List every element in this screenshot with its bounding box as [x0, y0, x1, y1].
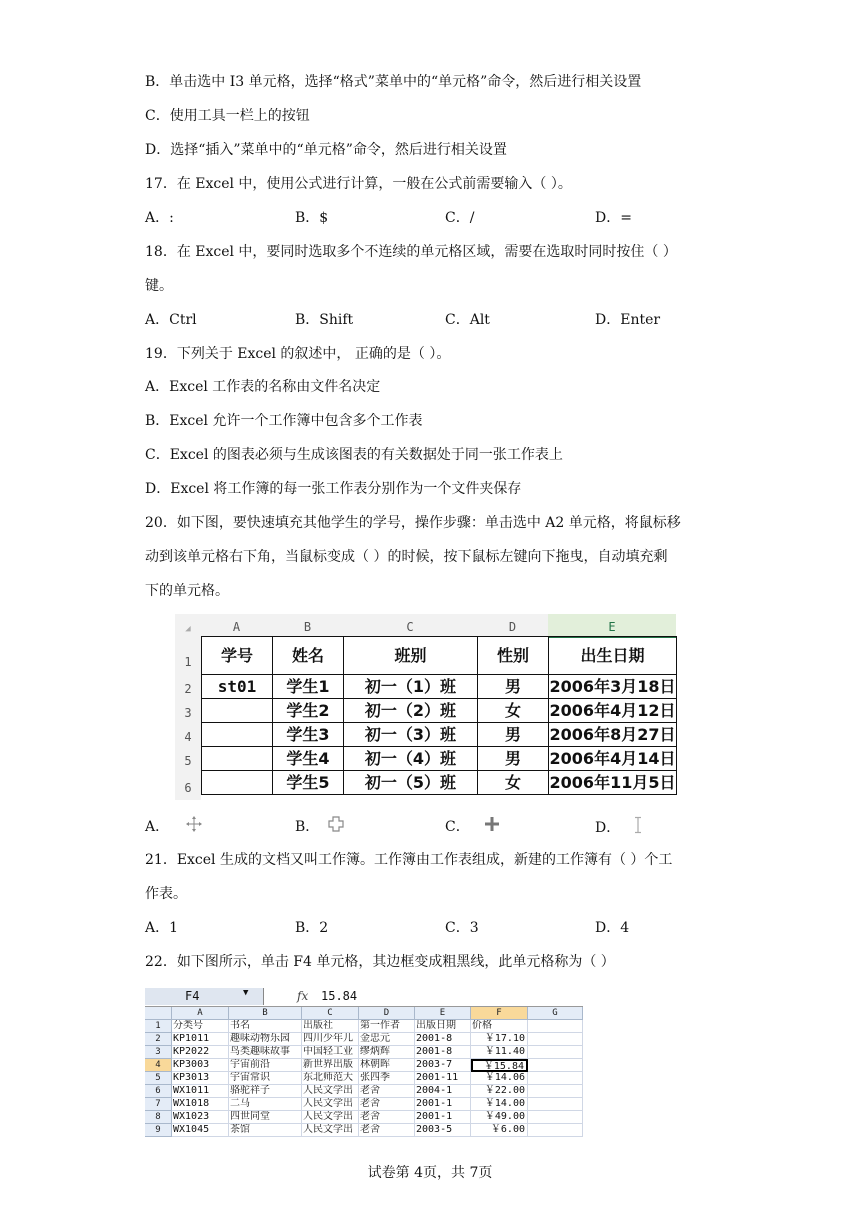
col-header-d: D: [477, 614, 548, 637]
q20-option-c: [445, 816, 500, 838]
q20-option-b-label: B．: [295, 819, 320, 835]
cell-b1[interactable]: 姓名: [273, 637, 344, 675]
cell-d1[interactable]: 性别: [478, 637, 549, 675]
col-header-c: C: [343, 614, 477, 637]
cell-a1[interactable]: 分类号: [172, 1020, 229, 1033]
col-header-a: A: [201, 614, 272, 637]
cell-d1[interactable]: 第一作者: [359, 1020, 415, 1033]
cell-b7[interactable]: 二马: [229, 1098, 302, 1111]
cell-d2[interactable]: 金忠元: [359, 1033, 415, 1046]
cell-f9[interactable]: ￥6.00: [471, 1124, 528, 1137]
cell-d8[interactable]: 老舍: [359, 1111, 415, 1124]
row-header-6: 6: [175, 770, 201, 800]
cell-c3[interactable]: 中国轻工业: [302, 1046, 359, 1059]
cell-f5[interactable]: ￥14.06: [471, 1072, 528, 1085]
fill-handle-cross-icon: [484, 816, 500, 838]
fx-icon[interactable]: fx: [297, 989, 309, 1003]
select-all-corner: ◢: [175, 614, 201, 637]
row-header-8[interactable]: 8: [145, 1111, 172, 1124]
cell-c6[interactable]: 初一（5）班: [344, 771, 478, 795]
cell-f6[interactable]: ￥22.00: [471, 1085, 528, 1098]
cell-d4[interactable]: 男: [478, 723, 549, 747]
cell-a3[interactable]: [202, 699, 273, 723]
cell-b4[interactable]: 学生3: [273, 723, 344, 747]
cell-a4[interactable]: [202, 723, 273, 747]
cell-b5[interactable]: 宇宙常识: [229, 1072, 302, 1085]
cell-g2[interactable]: [528, 1033, 583, 1046]
data-grid: [201, 636, 677, 795]
row-header-1[interactable]: 1: [145, 1020, 172, 1033]
cell-g6[interactable]: [528, 1085, 583, 1098]
cell-c8[interactable]: 人民文学出: [302, 1111, 359, 1124]
col-header-g[interactable]: G: [528, 1007, 583, 1020]
cell-a7[interactable]: WX1018: [172, 1098, 229, 1111]
name-box[interactable]: [145, 988, 264, 1005]
cell-a2[interactable]: KP1011: [172, 1033, 229, 1046]
cell-c2[interactable]: 初一（1）班: [344, 675, 478, 699]
cell-g3[interactable]: [528, 1046, 583, 1059]
q22-stem: 22．如下图所示，单击 F4 单元格，其边框变成粗黑线，此单元格称为（ ）: [145, 954, 615, 970]
cell-c3[interactable]: 初一（2）班: [344, 699, 478, 723]
cell-d6[interactable]: 老舍: [359, 1085, 415, 1098]
cell-e3[interactable]: 2001-8: [415, 1046, 471, 1059]
cell-f8[interactable]: ￥49.00: [471, 1111, 528, 1124]
cell-a5[interactable]: [202, 747, 273, 771]
q20-option-d-label: D．: [595, 820, 621, 836]
cell-a5[interactable]: KP3013: [172, 1072, 229, 1085]
cell-select-cursor-icon: [328, 816, 344, 838]
row-header-1: 1: [175, 636, 201, 674]
cell-c1[interactable]: 班别: [344, 637, 478, 675]
q20-option-b: [295, 816, 344, 838]
q18-option-d: D．Enter: [595, 312, 661, 328]
cell-b6[interactable]: 学生5: [273, 771, 344, 795]
row-header-3[interactable]: 3: [145, 1046, 172, 1059]
cell-b5[interactable]: 学生4: [273, 747, 344, 771]
q18-option-b: B．Shift: [295, 312, 354, 328]
q20-option-c-label: C．: [445, 819, 470, 835]
cell-d9[interactable]: 老舍: [359, 1124, 415, 1137]
q21-option-a: A．1: [145, 920, 179, 936]
col-header-c[interactable]: C: [302, 1007, 359, 1020]
col-header-f[interactable]: F: [471, 1007, 528, 1020]
row-header-6[interactable]: 6: [145, 1085, 172, 1098]
col-header-e: E: [548, 614, 676, 638]
cell-c1[interactable]: 出版社: [302, 1020, 359, 1033]
formula-bar: [145, 988, 583, 1007]
q21-option-c: C．3: [445, 920, 479, 936]
formula-input[interactable]: 15.84: [321, 989, 358, 1003]
row-header-2: 2: [175, 674, 201, 698]
q17-option-d: D．=: [595, 210, 632, 226]
cell-d7[interactable]: 老舍: [359, 1098, 415, 1111]
col-header-e[interactable]: E: [415, 1007, 471, 1020]
cell-f1[interactable]: 价格: [471, 1020, 528, 1033]
cell-e4[interactable]: 2006年8月27日: [549, 723, 677, 747]
cell-b2[interactable]: 趣味动物乐园: [229, 1033, 302, 1046]
q17-option-b: B．$: [295, 210, 329, 226]
cell-c7[interactable]: 人民文学出: [302, 1098, 359, 1111]
cell-a2[interactable]: st01: [202, 675, 273, 699]
cell-g9[interactable]: [528, 1124, 583, 1137]
q20-option-d: [595, 816, 643, 840]
cell-e6[interactable]: 2006年11月5日: [549, 771, 677, 795]
cell-c4[interactable]: 初一（3）班: [344, 723, 478, 747]
cell-c4[interactable]: 新世界出版: [302, 1059, 359, 1072]
select-all-corner[interactable]: [145, 1007, 172, 1020]
q18-option-a: A．Ctrl: [145, 312, 197, 328]
cell-d3[interactable]: 缪炳辉: [359, 1046, 415, 1059]
q20-stem-cont: 动到该单元格右下角，当鼠标变成（ ）的时候，按下鼠标左键向下拖曳，自动填充剩: [145, 549, 668, 565]
cell-d3[interactable]: 女: [478, 699, 549, 723]
cell-e8[interactable]: 2001-1: [415, 1111, 471, 1124]
q20-option-a-label: A．: [145, 819, 170, 835]
row-header-4: 4: [175, 722, 201, 746]
cell-a9[interactable]: WX1045: [172, 1124, 229, 1137]
cell-g1[interactable]: [528, 1020, 583, 1033]
cell-d5[interactable]: 张四季: [359, 1072, 415, 1085]
row-header-2[interactable]: 2: [145, 1033, 172, 1046]
cell-a6[interactable]: [202, 771, 273, 795]
cell-d2[interactable]: 男: [478, 675, 549, 699]
q19-option-a: A．Excel 工作表的名称由文件名决定: [145, 379, 381, 395]
row-header-4[interactable]: 4: [145, 1059, 172, 1072]
cell-e7[interactable]: 2001-1: [415, 1098, 471, 1111]
q19-option-c: C．Excel 的图表必须与生成该图表的有关数据处于同一张工作表上: [145, 447, 563, 463]
q16-option-c: C．使用工具一栏上的按钮: [145, 108, 310, 124]
cell-b6[interactable]: 骆驼祥子: [229, 1085, 302, 1098]
col-header-b: B: [272, 614, 343, 637]
move-cursor-icon: [186, 816, 202, 838]
text-ibeam-cursor-icon: [633, 816, 643, 840]
cell-b8[interactable]: 四世同堂: [229, 1111, 302, 1124]
row-header-3: 3: [175, 698, 201, 722]
cell-c2[interactable]: 四川少年儿: [302, 1033, 359, 1046]
q19-option-d: D．Excel 将工作簿的每一张工作表分别作为一个文件夹保存: [145, 481, 522, 497]
page-footer: 试卷第 4页，共 7页: [367, 1165, 493, 1181]
cell-g7[interactable]: [528, 1098, 583, 1111]
student-sheet-figure: [175, 614, 685, 800]
q17-option-c: C．/: [445, 210, 475, 226]
q21-stem: 21．Excel 生成的文档又叫工作簿。工作簿由工作表组成，新建的工作簿有（ ）个工: [145, 852, 673, 868]
cell-d5[interactable]: 男: [478, 747, 549, 771]
q18-stem: 18．在 Excel 中，要同时选取多个不连续的单元格区域，需要在选取时同时按住（ ）: [145, 244, 677, 260]
cell-e5[interactable]: 2006年4月14日: [549, 747, 677, 771]
cell-b2[interactable]: 学生1: [273, 675, 344, 699]
cell-f3[interactable]: ￥11.40: [471, 1046, 528, 1059]
q20-option-a: [145, 816, 202, 838]
col-header-b[interactable]: B: [229, 1007, 302, 1020]
cell-f2[interactable]: ￥17.10: [471, 1033, 528, 1046]
q19-stem: 19．下列关于 Excel 的叙述中， 正确的是（ ）。: [145, 346, 451, 362]
cell-c6[interactable]: 人民文学出: [302, 1085, 359, 1098]
cell-e2[interactable]: 2006年3月18日: [549, 675, 677, 699]
col-header-d[interactable]: D: [359, 1007, 415, 1020]
cell-d4[interactable]: 林朝晖: [359, 1059, 415, 1072]
q21-stem-cont: 作表。: [145, 886, 187, 902]
cell-b3[interactable]: 鸟类趣味故事: [229, 1046, 302, 1059]
cell-d6[interactable]: 女: [478, 771, 549, 795]
cell-a3[interactable]: KP2022: [172, 1046, 229, 1059]
name-box-value: F4: [185, 989, 200, 1003]
cell-e1[interactable]: 出生日期: [549, 637, 677, 675]
cell-e9[interactable]: 2003-5: [415, 1124, 471, 1137]
q21-option-d: D．4: [595, 920, 630, 936]
cell-a4[interactable]: KP3003: [172, 1059, 229, 1072]
q18-option-c: C．Alt: [445, 312, 490, 328]
row-header-5[interactable]: 5: [145, 1072, 172, 1085]
cell-a6[interactable]: WX1011: [172, 1085, 229, 1098]
book-sheet-figure: [145, 988, 583, 1147]
cell-g5[interactable]: [528, 1072, 583, 1085]
q21-option-b: B．2: [295, 920, 329, 936]
cell-g4[interactable]: [528, 1059, 583, 1072]
row-header-9[interactable]: 9: [145, 1124, 172, 1137]
q17-stem: 17．在 Excel 中，使用公式进行计算，一般在公式前需要输入（ ）。: [145, 176, 572, 192]
name-box-dropdown-icon[interactable]: ▼: [243, 988, 249, 998]
cell-a8[interactable]: WX1023: [172, 1111, 229, 1124]
q20-stem-end: 下的单元格。: [145, 583, 229, 599]
cell-b3[interactable]: 学生2: [273, 699, 344, 723]
cell-f7[interactable]: ￥14.00: [471, 1098, 528, 1111]
cell-b9[interactable]: 茶馆: [229, 1124, 302, 1137]
cell-e3[interactable]: 2006年4月12日: [549, 699, 677, 723]
cell-g8[interactable]: [528, 1111, 583, 1124]
cell-a1[interactable]: 学号: [202, 637, 273, 675]
q18-stem-cont: 键。: [145, 278, 173, 294]
cell-b1[interactable]: 书名: [229, 1020, 302, 1033]
q16-option-b: B．单击选中 I3 单元格，选择“格式”菜单中的“单元格”命令，然后进行相关设置: [145, 74, 642, 90]
cell-e4[interactable]: 2003-7: [415, 1059, 471, 1072]
cell-e5[interactable]: 2001-11: [415, 1072, 471, 1085]
row-header-7[interactable]: 7: [145, 1098, 172, 1111]
q20-stem: 20．如下图，要快速填充其他学生的学号，操作步骤：单击选中 A2 单元格，将鼠标移: [145, 515, 681, 531]
cell-e2[interactable]: 2001-8: [415, 1033, 471, 1046]
cell-b4[interactable]: 宇宙前沿: [229, 1059, 302, 1072]
q17-option-a: A．:: [145, 210, 174, 226]
cell-c9[interactable]: 人民文学出: [302, 1124, 359, 1137]
col-header-a[interactable]: A: [172, 1007, 229, 1020]
cell-c5[interactable]: 初一（4）班: [344, 747, 478, 771]
q16-option-d: D．选择“插入”菜单中的“单元格”命令，然后进行相关设置: [145, 142, 507, 158]
cell-e6[interactable]: 2004-1: [415, 1085, 471, 1098]
cell-c5[interactable]: 东北师范大: [302, 1072, 359, 1085]
row-header-5: 5: [175, 746, 201, 770]
cell-f4[interactable]: ￥15.84: [471, 1059, 528, 1072]
cell-e1[interactable]: 出版日期: [415, 1020, 471, 1033]
q19-option-b: B．Excel 允许一个工作簿中包含多个工作表: [145, 413, 423, 429]
